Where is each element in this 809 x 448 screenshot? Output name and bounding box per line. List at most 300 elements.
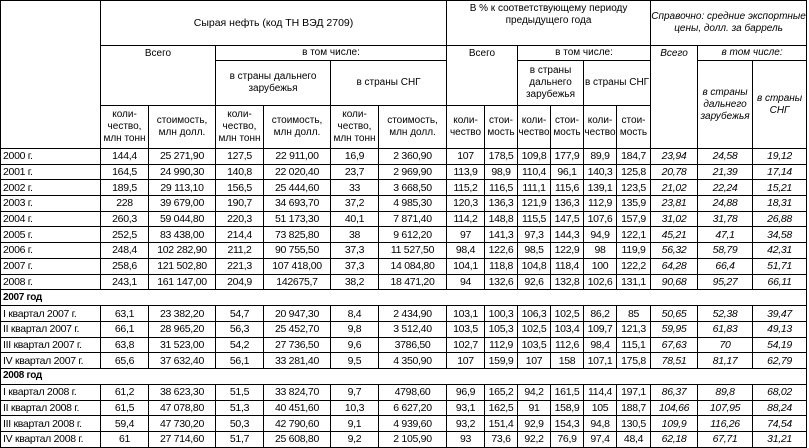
- table-cell: 42 790,60: [264, 416, 331, 432]
- table-cell: 27 736,50: [264, 337, 331, 353]
- table-cell: 92,9: [518, 416, 551, 432]
- table-cell: 31 523,00: [149, 337, 216, 353]
- table-cell: 24,88: [698, 196, 753, 212]
- header-cost: стоимость, млн долл.: [379, 106, 447, 149]
- table-cell: 20 947,30: [264, 306, 331, 322]
- table-cell: 188,7: [617, 400, 651, 416]
- table-cell: 59 044,80: [149, 211, 216, 227]
- header-far-abroad: в страны дальнего зарубежья: [216, 61, 331, 106]
- table-cell: 94,9: [584, 227, 617, 243]
- table-cell: 178,5: [485, 149, 518, 165]
- table-row: [1, 149, 807, 165]
- table-cell: 23,81: [651, 196, 698, 212]
- table-cell: 2 105,90: [379, 432, 447, 448]
- table-cell: 78,51: [651, 353, 698, 369]
- table-cell: 94,2: [518, 384, 551, 400]
- table-cell: 102,5: [551, 306, 584, 322]
- table-cell: 23,94: [651, 149, 698, 165]
- table-cell: 4 985,30: [379, 196, 447, 212]
- table-cell: 127,5: [216, 149, 264, 165]
- table-cell: 67,63: [651, 337, 698, 353]
- table-header: [1, 1, 807, 149]
- table-cell: 104,1: [447, 258, 485, 274]
- header-total: Всего: [101, 46, 216, 106]
- table-cell: 20,78: [651, 164, 698, 180]
- row-label: IV квартал 2007 г.: [1, 353, 101, 369]
- table-row: [1, 180, 807, 196]
- table-cell: 21,39: [698, 164, 753, 180]
- table-cell: 34,58: [753, 227, 807, 243]
- table-body: [1, 149, 807, 448]
- table-cell: 121,3: [617, 321, 651, 337]
- table-cell: 112,9: [584, 196, 617, 212]
- header-price-total: Всего: [651, 46, 698, 149]
- header-price-cis: в страны СНГ: [753, 61, 807, 149]
- table-cell: 15,21: [753, 180, 807, 196]
- table-cell: 96,9: [447, 384, 485, 400]
- table-cell: 19,12: [753, 149, 807, 165]
- header-percent-prev: В % к соответствующему периоду предыдущего года: [447, 1, 651, 46]
- table-cell: 105: [584, 400, 617, 416]
- table-cell: 47,1: [698, 227, 753, 243]
- table-cell: 102,6: [584, 274, 617, 290]
- table-cell: 115,6: [551, 180, 584, 196]
- table-cell: 114,4: [584, 384, 617, 400]
- table-cell: 86,37: [651, 384, 698, 400]
- table-cell: 95,27: [698, 274, 753, 290]
- row-label: 2002 г.: [1, 180, 101, 196]
- table-cell: 162,5: [485, 400, 518, 416]
- table-cell: 98,9: [485, 164, 518, 180]
- table-cell: 24,58: [698, 149, 753, 165]
- table-cell: 42,31: [753, 243, 807, 259]
- table-cell: 26,88: [753, 211, 807, 227]
- table-cell: 81,17: [698, 353, 753, 369]
- table-cell: 220,3: [216, 211, 264, 227]
- table-cell: 122,6: [485, 243, 518, 259]
- header-reference-prices: Справочно: средние экспортные цены, долл. за баррель: [651, 1, 807, 46]
- table-cell: 47 078,80: [149, 400, 216, 416]
- table-row: [1, 243, 807, 259]
- table-cell: 100: [584, 258, 617, 274]
- table-row: [1, 211, 807, 227]
- table-cell: 9,5: [331, 353, 379, 369]
- table-cell: 164,5: [101, 164, 149, 180]
- table-cell: 92,2: [518, 432, 551, 448]
- table-row: [1, 432, 807, 448]
- table-cell: 121,9: [518, 196, 551, 212]
- table-row: [1, 274, 807, 290]
- table-cell: 33 824,70: [264, 384, 331, 400]
- section-row: [1, 368, 807, 384]
- row-label: III квартал 2007 г.: [1, 337, 101, 353]
- table-row: [1, 416, 807, 432]
- table-cell: 122,2: [617, 258, 651, 274]
- table-row: [1, 321, 807, 337]
- table-cell: 9 612,20: [379, 227, 447, 243]
- table-cell: 83 438,00: [149, 227, 216, 243]
- table-cell: 114,2: [447, 211, 485, 227]
- table-cell: 93,1: [447, 400, 485, 416]
- table-cell: 2 434,90: [379, 306, 447, 322]
- row-label: 2003 г.: [1, 196, 101, 212]
- header-cost-pct: стои-мость: [617, 106, 651, 149]
- header-price-including: в том числе:: [698, 46, 807, 61]
- table-cell: 51,5: [216, 384, 264, 400]
- table-row: [1, 258, 807, 274]
- table-cell: 18,31: [753, 196, 807, 212]
- table-cell: 31,78: [698, 211, 753, 227]
- table-cell: 158,9: [551, 400, 584, 416]
- table-cell: 59,95: [651, 321, 698, 337]
- table-cell: 214,4: [216, 227, 264, 243]
- table-cell: 22 020,40: [264, 164, 331, 180]
- table-cell: 4 350,90: [379, 353, 447, 369]
- table-cell: 184,7: [617, 149, 651, 165]
- table-cell: 85: [617, 306, 651, 322]
- table-cell: 70: [698, 337, 753, 353]
- table-cell: 260,3: [101, 211, 149, 227]
- table-cell: 147,5: [551, 211, 584, 227]
- table-cell: 18 471,20: [379, 274, 447, 290]
- table-cell: 6 627,20: [379, 400, 447, 416]
- table-cell: 11 527,50: [379, 243, 447, 259]
- row-label: II квартал 2007 г.: [1, 321, 101, 337]
- table-cell: 115,1: [617, 337, 651, 353]
- table-cell: 115,2: [447, 180, 485, 196]
- table-cell: 29 113,10: [149, 180, 216, 196]
- table-cell: 62,79: [753, 353, 807, 369]
- table-cell: 40 451,60: [264, 400, 331, 416]
- header-qty-pct: коли-чество: [447, 106, 485, 149]
- table-cell: 142675,7: [264, 274, 331, 290]
- table-cell: 38: [331, 227, 379, 243]
- table-cell: 54,19: [753, 337, 807, 353]
- table-cell: 86,2: [584, 306, 617, 322]
- table-cell: 122,9: [551, 243, 584, 259]
- table-cell: 118,4: [551, 258, 584, 274]
- table-cell: 156,5: [216, 180, 264, 196]
- table-row: [1, 337, 807, 353]
- table-cell: 258,6: [101, 258, 149, 274]
- row-label: 2001 г.: [1, 164, 101, 180]
- table-cell: 104,8: [518, 258, 551, 274]
- table-cell: 135,9: [617, 196, 651, 212]
- header-qty: коли-чество, млн тонн: [216, 106, 264, 149]
- table-cell: 50,3: [216, 416, 264, 432]
- table-cell: 61,2: [101, 384, 149, 400]
- header-pct-far-abroad: в страны дальнего зарубежья: [518, 61, 584, 106]
- corner-cell: [1, 1, 101, 149]
- table-cell: 92,6: [518, 274, 551, 290]
- table-cell: 31,21: [753, 432, 807, 448]
- table-cell: 58,79: [698, 243, 753, 259]
- table-cell: 122,1: [617, 227, 651, 243]
- table-cell: 37,3: [331, 243, 379, 259]
- header-cis: в страны СНГ: [331, 61, 447, 106]
- table-cell: 109,8: [518, 149, 551, 165]
- table-cell: 116,5: [485, 180, 518, 196]
- header-qty-pct: коли-чество: [584, 106, 617, 149]
- table-cell: 14 084,80: [379, 258, 447, 274]
- table-cell: 56,32: [651, 243, 698, 259]
- table-cell: 21,02: [651, 180, 698, 196]
- table-cell: 28 965,20: [149, 321, 216, 337]
- table-cell: 248,4: [101, 243, 149, 259]
- table-cell: 2 969,90: [379, 164, 447, 180]
- table-cell: 45,21: [651, 227, 698, 243]
- table-cell: 109,9: [651, 416, 698, 432]
- table-cell: 66,4: [698, 258, 753, 274]
- table-cell: 110,4: [518, 164, 551, 180]
- table-cell: 48,4: [617, 432, 651, 448]
- table-cell: 39 679,00: [149, 196, 216, 212]
- table-cell: 16,9: [331, 149, 379, 165]
- table-cell: 157,9: [617, 211, 651, 227]
- row-label: I квартал 2008 г.: [1, 384, 101, 400]
- table-cell: 132,6: [485, 274, 518, 290]
- table-cell: 111,1: [518, 180, 551, 196]
- table-cell: 3 668,50: [379, 180, 447, 196]
- table-cell: 106,3: [518, 306, 551, 322]
- table-cell: 64,28: [651, 258, 698, 274]
- table-cell: 130,5: [617, 416, 651, 432]
- table-cell: 61,5: [101, 400, 149, 416]
- table-cell: 73 825,80: [264, 227, 331, 243]
- table-cell: 243,1: [101, 274, 149, 290]
- table-row: [1, 353, 807, 369]
- table-cell: 4798,60: [379, 384, 447, 400]
- table-cell: 4 939,60: [379, 416, 447, 432]
- table-cell: 51 173,30: [264, 211, 331, 227]
- table-cell: 91: [518, 400, 551, 416]
- header-pct-total: Всего: [447, 46, 518, 106]
- table-cell: 38 623,30: [149, 384, 216, 400]
- table-cell: 23 382,20: [149, 306, 216, 322]
- header-qty: коли-чество, млн тонн: [331, 106, 379, 149]
- table-cell: 63,8: [101, 337, 149, 353]
- table-cell: 141,3: [485, 227, 518, 243]
- row-label: 2004 г.: [1, 211, 101, 227]
- table-cell: 93: [447, 432, 485, 448]
- table-cell: 119,9: [617, 243, 651, 259]
- table-cell: 105,3: [485, 321, 518, 337]
- table-cell: 8,4: [331, 306, 379, 322]
- table-cell: 104,66: [651, 400, 698, 416]
- table-cell: 65,6: [101, 353, 149, 369]
- table-cell: 211,2: [216, 243, 264, 259]
- table-cell: 33: [331, 180, 379, 196]
- table-cell: 125,8: [617, 164, 651, 180]
- table-cell: 2 360,90: [379, 149, 447, 165]
- table-cell: 25 444,60: [264, 180, 331, 196]
- table-cell: 22,24: [698, 180, 753, 196]
- row-label: 2006 г.: [1, 243, 101, 259]
- table-cell: 100,3: [485, 306, 518, 322]
- table-cell: 132,8: [551, 274, 584, 290]
- table-cell: 112,6: [551, 337, 584, 353]
- header-cost: стоимость, млн долл.: [264, 106, 331, 149]
- table-cell: 175,8: [617, 353, 651, 369]
- header-pct-cis: в страны СНГ: [584, 61, 651, 106]
- table-cell: 22 911,00: [264, 149, 331, 165]
- table-cell: 66,1: [101, 321, 149, 337]
- table-cell: 107,95: [698, 400, 753, 416]
- table-cell: 74,54: [753, 416, 807, 432]
- table-cell: 118,8: [485, 258, 518, 274]
- header-qty-pct: коли-чество: [518, 106, 551, 149]
- table-cell: 165,2: [485, 384, 518, 400]
- table-cell: 96,1: [551, 164, 584, 180]
- table-cell: 10,3: [331, 400, 379, 416]
- table-cell: 3 512,40: [379, 321, 447, 337]
- table-cell: 107,6: [584, 211, 617, 227]
- table-cell: 61,83: [698, 321, 753, 337]
- table-cell: 204,9: [216, 274, 264, 290]
- table-cell: 139,1: [584, 180, 617, 196]
- table-cell: 56,3: [216, 321, 264, 337]
- table-cell: 107: [518, 353, 551, 369]
- table-cell: 107: [447, 353, 485, 369]
- table-cell: 88,24: [753, 400, 807, 416]
- table-cell: 37 632,40: [149, 353, 216, 369]
- table-cell: 68,02: [753, 384, 807, 400]
- table-cell: 144,4: [101, 149, 149, 165]
- table-cell: 59,4: [101, 416, 149, 432]
- table-cell: 25 271,90: [149, 149, 216, 165]
- table-cell: 252,5: [101, 227, 149, 243]
- table-cell: 31,02: [651, 211, 698, 227]
- table-cell: 38,2: [331, 274, 379, 290]
- table-cell: 56,1: [216, 353, 264, 369]
- table-cell: 37,3: [331, 258, 379, 274]
- table-cell: 90 755,50: [264, 243, 331, 259]
- table-cell: 9,6: [331, 337, 379, 353]
- table-cell: 109,7: [584, 321, 617, 337]
- table-cell: 120,3: [447, 196, 485, 212]
- table-cell: 89,9: [584, 149, 617, 165]
- table-cell: 62,18: [651, 432, 698, 448]
- row-label: 2008 г.: [1, 274, 101, 290]
- row-label: I квартал 2007 г.: [1, 306, 101, 322]
- table-cell: 67,71: [698, 432, 753, 448]
- table-row: [1, 306, 807, 322]
- table-cell: 37,2: [331, 196, 379, 212]
- row-label: 2000 г.: [1, 149, 101, 165]
- table-cell: 136,3: [485, 196, 518, 212]
- row-label: IV квартал 2008 г.: [1, 432, 101, 448]
- row-label: 2005 г.: [1, 227, 101, 243]
- table-cell: 131,1: [617, 274, 651, 290]
- table-cell: 107 418,00: [264, 258, 331, 274]
- table-cell: 102,5: [518, 321, 551, 337]
- table-cell: 228: [101, 196, 149, 212]
- table-cell: 161 147,00: [149, 274, 216, 290]
- table-cell: 103,4: [551, 321, 584, 337]
- table-cell: 3786,50: [379, 337, 447, 353]
- table-cell: 54,7: [216, 306, 264, 322]
- table-cell: 97: [447, 227, 485, 243]
- table-cell: 98,5: [518, 243, 551, 259]
- table-cell: 89,8: [698, 384, 753, 400]
- table-cell: 115,5: [518, 211, 551, 227]
- table-cell: 102 282,90: [149, 243, 216, 259]
- table-cell: 151,4: [485, 416, 518, 432]
- table-cell: 102,7: [447, 337, 485, 353]
- header-cost: стоимость, млн долл.: [149, 106, 216, 149]
- table-row: [1, 384, 807, 400]
- table-cell: 107,1: [584, 353, 617, 369]
- header-qty: коли-чество, млн тонн: [101, 106, 149, 149]
- table-cell: 116,26: [698, 416, 753, 432]
- table-cell: 9,2: [331, 432, 379, 448]
- section-title: 2008 год: [1, 368, 807, 384]
- table-cell: 17,14: [753, 164, 807, 180]
- table-cell: 97,4: [584, 432, 617, 448]
- table-cell: 40,1: [331, 211, 379, 227]
- table-cell: 94,8: [584, 416, 617, 432]
- table-cell: 90,68: [651, 274, 698, 290]
- table-cell: 140,8: [216, 164, 264, 180]
- header-price-far-abroad: в страны дальнего зарубежья: [698, 61, 753, 149]
- table-cell: 154,3: [551, 416, 584, 432]
- row-label: 2007 г.: [1, 258, 101, 274]
- table-cell: 7 871,40: [379, 211, 447, 227]
- table-cell: 54,2: [216, 337, 264, 353]
- table-cell: 51,7: [216, 432, 264, 448]
- table-cell: 190,7: [216, 196, 264, 212]
- table-cell: 144,3: [551, 227, 584, 243]
- row-label: II квартал 2008 г.: [1, 400, 101, 416]
- table-cell: 121 502,80: [149, 258, 216, 274]
- table-cell: 123,5: [617, 180, 651, 196]
- header-cost-pct: стои-мость: [485, 106, 518, 149]
- table-cell: 24 990,30: [149, 164, 216, 180]
- table-cell: 159,9: [485, 353, 518, 369]
- table-row: [1, 400, 807, 416]
- table-cell: 25 452,70: [264, 321, 331, 337]
- table-cell: 51,3: [216, 400, 264, 416]
- table-cell: 47 730,20: [149, 416, 216, 432]
- table-cell: 9,7: [331, 384, 379, 400]
- table-cell: 51,71: [753, 258, 807, 274]
- section-row: [1, 290, 807, 306]
- table-cell: 49,13: [753, 321, 807, 337]
- header-crude-oil: Сырая нефть (код ТН ВЭД 2709): [101, 1, 447, 46]
- table-cell: 50,65: [651, 306, 698, 322]
- table-cell: 103,5: [518, 337, 551, 353]
- table-cell: 221,3: [216, 258, 264, 274]
- table-cell: 177,9: [551, 149, 584, 165]
- table-cell: 98: [584, 243, 617, 259]
- table-cell: 34 693,70: [264, 196, 331, 212]
- table-cell: 112,9: [485, 337, 518, 353]
- table-cell: 103,5: [447, 321, 485, 337]
- header-including: в том числе:: [216, 46, 447, 61]
- table-row: [1, 164, 807, 180]
- row-label: III квартал 2008 г.: [1, 416, 101, 432]
- table-cell: 197,1: [617, 384, 651, 400]
- table-cell: 98,4: [584, 337, 617, 353]
- table-cell: 94: [447, 274, 485, 290]
- table-cell: 9,1: [331, 416, 379, 432]
- table-cell: 9,8: [331, 321, 379, 337]
- table-cell: 148,8: [485, 211, 518, 227]
- table-cell: 27 714,60: [149, 432, 216, 448]
- table-cell: 161,5: [551, 384, 584, 400]
- table-cell: 76,9: [551, 432, 584, 448]
- table-cell: 107: [447, 149, 485, 165]
